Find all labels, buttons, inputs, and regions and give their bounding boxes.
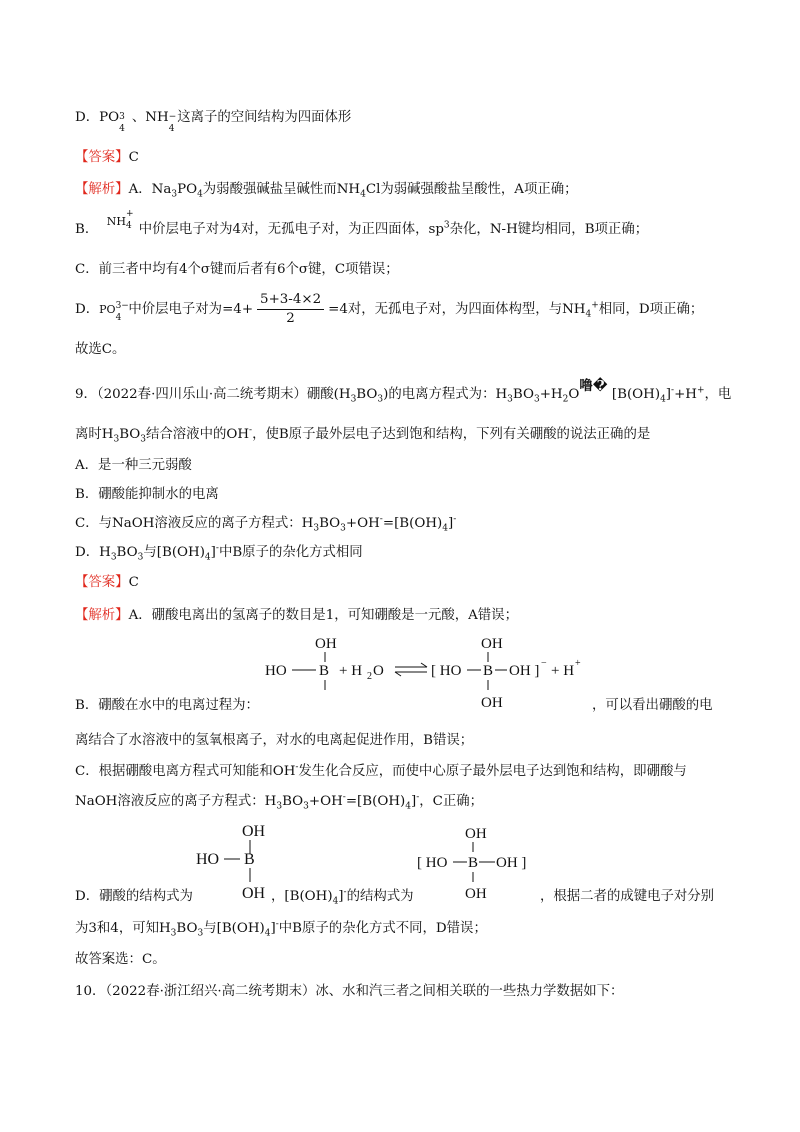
oh-bottom-right: OH — [481, 695, 503, 711]
q8-analysis-c: C．前三者中均有4个σ键而后者有6个σ键，C项错误； — [75, 262, 399, 277]
q8-analysis-d: D．PO 3− 4 中价层电子对为=4+ $\frac{5+3-4\times 2}{2}$ =4对，无孤电子对，为四面体构型，与$NH_4^+$相同，D项正确； — [75, 290, 730, 330]
equilibrium-arrow-icon — [395, 663, 427, 676]
svg-text:+ H: + H — [551, 663, 575, 679]
q9-analysis-d: D．硼酸的结构式为 ，$[B(OH)_4]^-$的结构式为 ，根据二者的成键电子对分别 — [75, 887, 715, 907]
q9-analysis-c: C．根据硼酸电离方程式可知能和OH-发生化合反应，而使中心原子最外层电子达到饱和结构，即硼酸与 — [75, 762, 687, 779]
svg-text:HO: HO — [196, 851, 220, 868]
q9-analysis-a: 【解析】A．硼酸电离出的氢离子的数目是1，可知硼酸是一元酸，A错误； — [75, 608, 518, 623]
answer-label: 【答案】 — [75, 150, 129, 165]
q8-analysis-b: B． $^{NH}$ + 4 中价层电子对为4对，无孤电子对，为正四面体，$sp^3$杂化，N-H键均相同，B项正确； — [75, 220, 730, 240]
oh-top-left: OH — [315, 636, 337, 652]
svg-text:[ HO: [ HO — [417, 855, 448, 871]
answer-value: C — [128, 150, 139, 165]
q8-conclusion: 故选C。 — [75, 342, 126, 357]
svg-text:−: − — [541, 658, 547, 669]
q9-analysis-c-cont: NaOH溶液反应的离子方程式：$H_3BO_3+OH^-=[B(OH)_4]^-$，C正确； — [75, 792, 484, 812]
svg-text:B: B — [244, 851, 255, 868]
svg-text:[ HO: [ HO — [431, 663, 462, 679]
answer-label: 【答案】 — [75, 575, 129, 590]
answer-value: C — [128, 575, 139, 590]
oh-top-right: OH — [481, 636, 503, 652]
q8-analysis-a: 【解析】A．$Na_3PO_4$为弱酸强碱盐呈碱性而$NH_4Cl$为弱碱强酸盐呈酸性，A项正确； — [75, 182, 578, 200]
q9-option-a: A．是一种三元弱酸 — [75, 458, 192, 473]
svg-text:OH: OH — [242, 885, 266, 902]
b-right: B — [483, 663, 494, 679]
po4-superscript: 3 — [119, 112, 125, 122]
po4-ion: PO 3− 4 — [99, 301, 129, 323]
svg-text:OH: OH — [465, 826, 487, 842]
option-d-top: D．PO 3 4 、NH − 4 这离子的空间结构为四面体形 — [75, 108, 730, 128]
svg-text:OH ]: OH ] — [496, 855, 527, 871]
q9-option-d: D．$H_3BO_3$与$[B(OH)_4]^-$中B原子的杂化方式相同 — [75, 543, 363, 563]
fraction: $\frac{5+3-4\times 2}{2}$ — [257, 291, 324, 328]
svg-text:2: 2 — [367, 671, 372, 682]
garbled-arrow: 噜� — [579, 378, 608, 394]
q9-analysis-d-cont: 为3和4，可知$H_3BO_3$与$[B(OH)_4]^-$中B原子的杂化方式不同，D错误； — [75, 919, 487, 939]
q9-analysis-b: B．硼酸在水中的电离过程为： ，可以看出硼酸的电 — [75, 698, 713, 713]
q9-option-c: C．与NaOH溶液反应的离子方程式：$H_3BO_3+OH^-=[B(OH)_4]^-$ — [75, 514, 457, 534]
nh4-ion: $^{NH}$ + 4 — [106, 209, 134, 231]
q8-answer — [75, 148, 730, 168]
q9-conclusion: 故答案选：C。 — [75, 952, 166, 967]
q9-stem-line1: 9．（2022春·四川乐山·高二统考期末）硼酸$(H_3BO_3)$的电离方程式为：$H_3BO_3+H_2O$噜� $[B(OH)_4]^-+H^+$，电 — [75, 378, 732, 405]
analysis-label: 【解析】 — [75, 182, 129, 197]
svg-text:+ H: + H — [339, 663, 363, 679]
po4-subscript: 4 — [119, 124, 125, 134]
ho-left: HO — [265, 663, 287, 679]
q9-option-b: B．硼酸能抑制水的电离 — [75, 487, 219, 502]
svg-text:OH ]: OH ] — [509, 663, 540, 679]
nh4-superscript: − — [168, 112, 177, 122]
svg-text:+: + — [575, 658, 581, 669]
svg-text:B: B — [468, 855, 479, 871]
b-left: B — [319, 663, 330, 679]
analysis-label: 【解析】 — [75, 608, 129, 623]
q10-stem: 10．（2022春·浙江绍兴·高二统考期末）冰、水和汽三者之间相关联的一些热力学数据如下： — [75, 984, 624, 999]
q9-answer — [75, 573, 730, 593]
svg-text:O: O — [373, 663, 384, 679]
svg-text:OH: OH — [465, 886, 487, 902]
nh4-subscript: 4 — [168, 124, 175, 134]
q9-analysis-b-cont: 离结合了水溶液中的氢氧根离子，对水的电离起促进作用，B错误； — [75, 733, 474, 748]
q9-stem-line2: 离时$H_3BO_3$结合溶液中的OH-，使B原子最外层电子达到饱和结构，下列有关硼酸的说法正确的是 — [75, 425, 651, 445]
svg-text:OH: OH — [242, 823, 266, 840]
